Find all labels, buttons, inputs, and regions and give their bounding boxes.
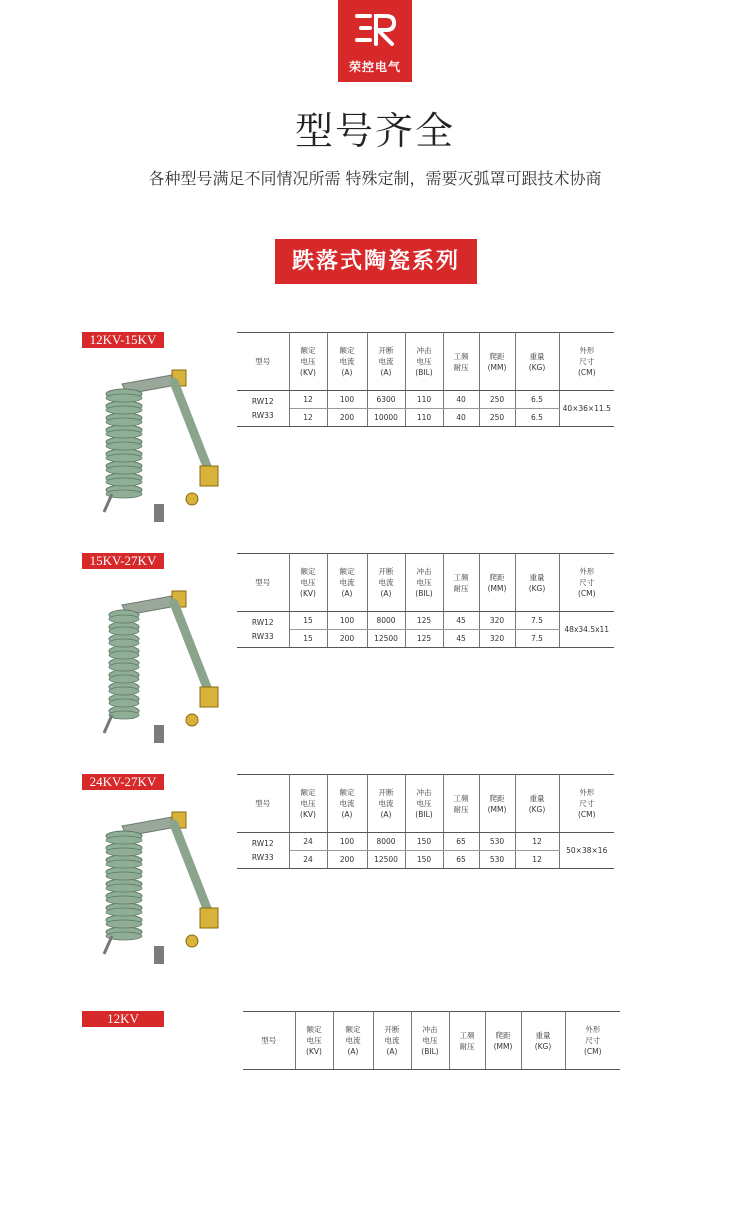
- product-section-24-27kv: [0, 774, 750, 994]
- column-header-rated-current: 额定 电流 (A): [327, 775, 367, 833]
- product-section-12-15kv: [0, 332, 750, 552]
- table-cell: 150: [405, 833, 443, 851]
- column-header-impulse-voltage: 冲击 电压 (BIL): [405, 554, 443, 612]
- column-header-dimensions: 外形 尺寸 (CM): [559, 333, 614, 391]
- product-section-15-27kv: [0, 553, 750, 773]
- brand-logo: [338, 0, 412, 82]
- spec-header-row: [237, 775, 614, 833]
- model-cell: RW12 RW33: [237, 391, 289, 427]
- table-cell: 320: [479, 612, 515, 630]
- column-header-model: 型号: [237, 333, 289, 391]
- column-header-creepage: 爬距 (MM): [479, 775, 515, 833]
- dimensions-cell: 48x34.5x11: [559, 612, 614, 648]
- spec-table: [237, 774, 614, 869]
- column-header-rated-current: 额定 电流 (A): [327, 554, 367, 612]
- table-cell: 530: [479, 833, 515, 851]
- table-cell: 110: [405, 391, 443, 409]
- spec-header-row: [243, 1012, 620, 1070]
- table-cell: 65: [443, 833, 479, 851]
- column-header-breaking-current: 开断 电流 (A): [367, 333, 405, 391]
- column-header-rated-voltage: 额定 电压 (KV): [289, 333, 327, 391]
- table-cell: 125: [405, 630, 443, 648]
- voltage-range-tag: 12KV: [82, 1011, 164, 1027]
- table-cell: 8000: [367, 833, 405, 851]
- column-header-breaking-current: 开断 电流 (A): [373, 1012, 411, 1070]
- dimensions-cell: 50×38×16: [559, 833, 614, 869]
- model-cell: RW12 RW33: [237, 833, 289, 869]
- voltage-range-tag: 24KV-27KV: [82, 774, 164, 790]
- column-header-power-freq: 工频 耐压: [443, 333, 479, 391]
- table-cell: 100: [327, 391, 367, 409]
- table-row: [237, 833, 614, 851]
- column-header-creepage: 爬距 (MM): [479, 333, 515, 391]
- table-cell: 65: [443, 851, 479, 869]
- table-cell: 12500: [367, 851, 405, 869]
- table-cell: 15: [289, 612, 327, 630]
- table-cell: 200: [327, 630, 367, 648]
- table-cell: 7.5: [515, 612, 559, 630]
- column-header-weight: 重量 (KG): [521, 1012, 565, 1070]
- drop-out-fuse-icon: [82, 575, 232, 750]
- table-row: [237, 391, 614, 409]
- table-cell: 320: [479, 630, 515, 648]
- column-header-model: 型号: [237, 775, 289, 833]
- drop-out-fuse-icon: [82, 354, 232, 529]
- column-header-weight: 重量 (KG): [515, 333, 559, 391]
- table-cell: 12500: [367, 630, 405, 648]
- column-header-dimensions: 外形 尺寸 (CM): [559, 554, 614, 612]
- column-header-power-freq: 工频 耐压: [443, 775, 479, 833]
- column-header-impulse-voltage: 冲击 电压 (BIL): [405, 775, 443, 833]
- table-row: [237, 630, 614, 648]
- column-header-creepage: 爬距 (MM): [479, 554, 515, 612]
- table-row: [237, 851, 614, 869]
- column-header-rated-voltage: 额定 电压 (KV): [295, 1012, 333, 1070]
- spec-table: [237, 332, 614, 427]
- table-cell: 12: [289, 409, 327, 427]
- table-cell: 200: [327, 851, 367, 869]
- column-header-rated-voltage: 额定 电压 (KV): [289, 554, 327, 612]
- table-cell: 12: [289, 391, 327, 409]
- table-cell: 12: [515, 833, 559, 851]
- brand-name: 荣控电气: [348, 60, 401, 74]
- spec-table: [237, 553, 614, 648]
- column-header-rated-current: 额定 电流 (A): [333, 1012, 373, 1070]
- table-cell: 7.5: [515, 630, 559, 648]
- series-banner: 跌落式陶瓷系列: [275, 239, 477, 284]
- table-cell: 10000: [367, 409, 405, 427]
- table-cell: 250: [479, 391, 515, 409]
- table-cell: 15: [289, 630, 327, 648]
- table-cell: 45: [443, 630, 479, 648]
- table-cell: 6300: [367, 391, 405, 409]
- column-header-model: 型号: [237, 554, 289, 612]
- page-heading: 型号齐全: [294, 109, 455, 153]
- table-cell: 125: [405, 612, 443, 630]
- drop-out-fuse-icon: [82, 796, 232, 971]
- table-cell: 40: [443, 409, 479, 427]
- table-cell: 12: [515, 851, 559, 869]
- product-section-12kv: [0, 1011, 750, 1231]
- column-header-weight: 重量 (KG): [515, 775, 559, 833]
- column-header-impulse-voltage: 冲击 电压 (BIL): [411, 1012, 449, 1070]
- table-cell: 110: [405, 409, 443, 427]
- dimensions-cell: 40×36×11.5: [559, 391, 614, 427]
- table-cell: 6.5: [515, 391, 559, 409]
- table-cell: 24: [289, 833, 327, 851]
- column-header-impulse-voltage: 冲击 电压 (BIL): [405, 333, 443, 391]
- logo-er-icon: [352, 10, 398, 50]
- column-header-power-freq: 工频 耐压: [443, 554, 479, 612]
- table-cell: 530: [479, 851, 515, 869]
- table-cell: 8000: [367, 612, 405, 630]
- column-header-breaking-current: 开断 电流 (A): [367, 775, 405, 833]
- table-cell: 6.5: [515, 409, 559, 427]
- column-header-dimensions: 外形 尺寸 (CM): [565, 1012, 620, 1070]
- voltage-range-tag: 15KV-27KV: [82, 553, 164, 569]
- table-cell: 100: [327, 612, 367, 630]
- model-cell: RW12 RW33: [237, 612, 289, 648]
- column-header-model: 型号: [243, 1012, 295, 1070]
- table-row: [237, 612, 614, 630]
- column-header-rated-current: 额定 电流 (A): [327, 333, 367, 391]
- table-row: [237, 409, 614, 427]
- spec-header-row: [237, 333, 614, 391]
- table-cell: 250: [479, 409, 515, 427]
- column-header-rated-voltage: 额定 电压 (KV): [289, 775, 327, 833]
- table-cell: 45: [443, 612, 479, 630]
- voltage-range-tag: 12KV-15KV: [82, 332, 164, 348]
- page-subheading: 各种型号满足不同情况所需 特殊定制，需要灭弧罩可跟技术协商: [148, 169, 602, 188]
- spec-table: [243, 1011, 620, 1070]
- table-cell: 40: [443, 391, 479, 409]
- column-header-creepage: 爬距 (MM): [485, 1012, 521, 1070]
- table-cell: 24: [289, 851, 327, 869]
- column-header-breaking-current: 开断 电流 (A): [367, 554, 405, 612]
- spec-header-row: [237, 554, 614, 612]
- column-header-dimensions: 外形 尺寸 (CM): [559, 775, 614, 833]
- table-cell: 100: [327, 833, 367, 851]
- table-cell: 200: [327, 409, 367, 427]
- column-header-power-freq: 工频 耐压: [449, 1012, 485, 1070]
- table-cell: 150: [405, 851, 443, 869]
- column-header-weight: 重量 (KG): [515, 554, 559, 612]
